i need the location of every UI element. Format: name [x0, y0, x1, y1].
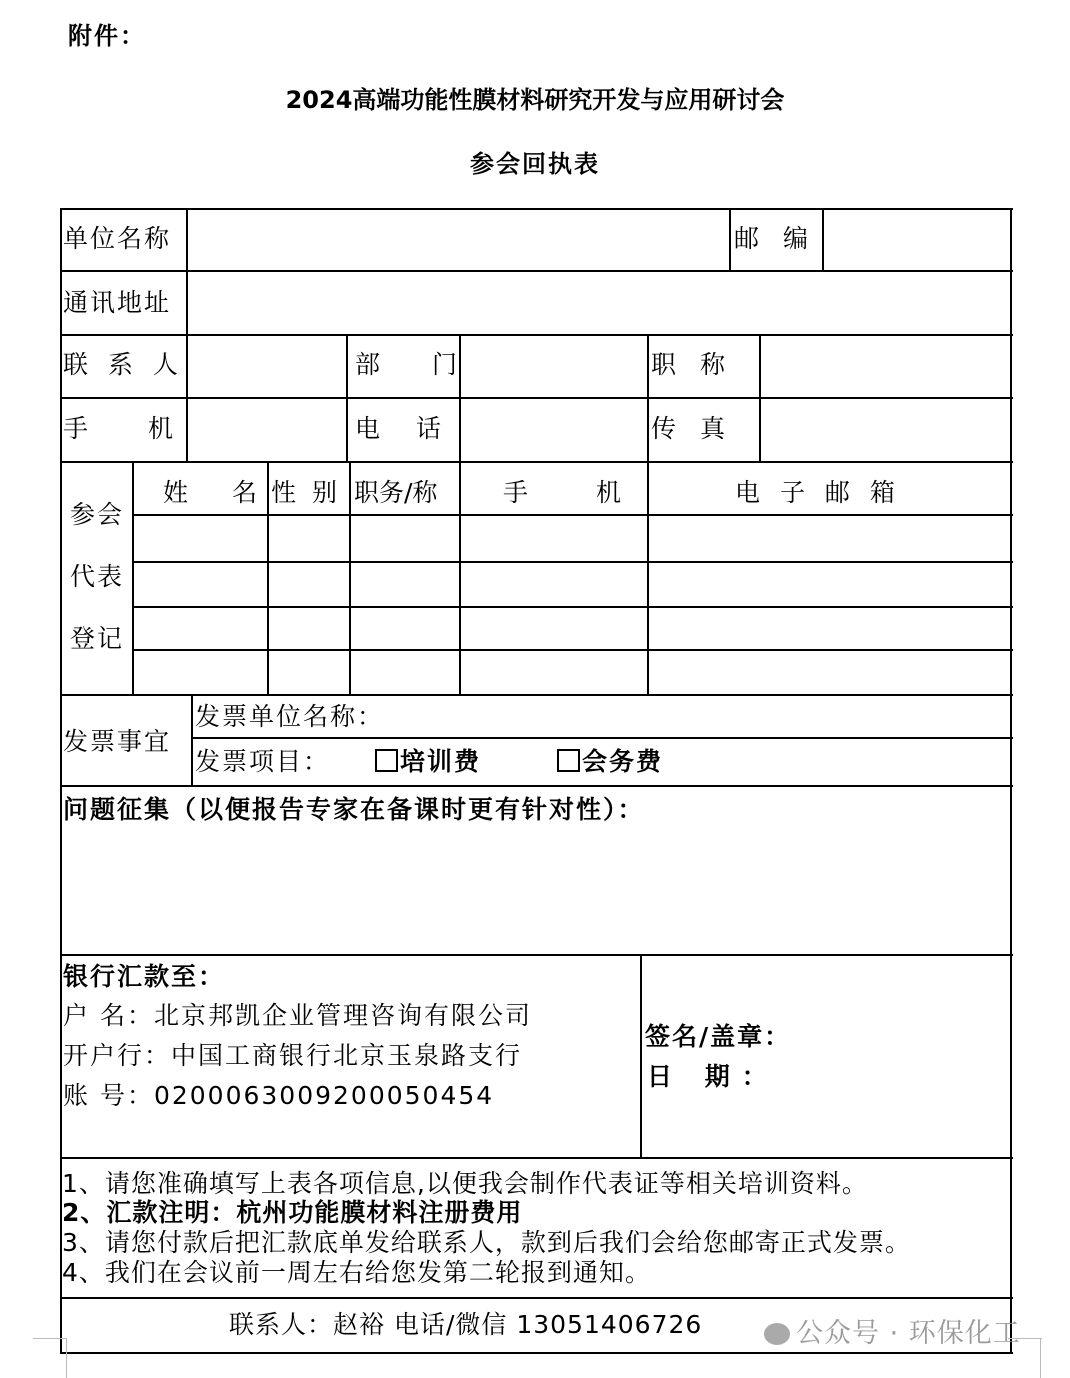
contact-label: 联 系 人: [63, 350, 184, 379]
col-mobile: 手 机: [503, 478, 651, 507]
note-1: 1、请您准确填写上表各项信息,以便我会制作代表证等相关培训资料。: [62, 1169, 868, 1198]
department-label: 部 门: [355, 350, 479, 379]
page-subtitle: 参会回执表: [470, 150, 600, 178]
col-gender: 性 别: [271, 478, 341, 507]
invoice-unit-label: 发票单位名称：: [195, 702, 385, 731]
date-label: 日 期：: [647, 1062, 779, 1091]
page-title: 2024高端功能性膜材料研究开发与应用研讨会: [285, 86, 785, 114]
checkbox-icon[interactable]: [557, 749, 580, 772]
rep-label-3: 登记: [70, 624, 125, 653]
watermark: 公众号 · 环保化工: [764, 1320, 1021, 1347]
invoice-label: 发票事宜: [63, 727, 172, 756]
postcode-label: 邮 编: [734, 224, 816, 253]
bank-name: 开户行：中国工商银行北京玉泉路支行: [63, 1041, 523, 1070]
signature-label: 签名/盖章：: [645, 1022, 792, 1051]
note-2: 2、汇款注明：杭州功能膜材料注册费用: [62, 1198, 523, 1227]
invoice-items-label: 发票项目：: [195, 747, 331, 776]
col-email: 电 子 邮 箱: [735, 478, 901, 507]
checkbox-icon[interactable]: [375, 749, 398, 772]
wechat-icon: [764, 1323, 790, 1345]
option-meeting-fee[interactable]: 会务费: [557, 749, 663, 774]
fax-label: 传 真: [651, 414, 733, 443]
col-position: 职务/称: [354, 478, 438, 507]
attachment-label: 附件：: [68, 22, 146, 50]
bank-title: 银行汇款至：: [63, 962, 226, 991]
mobile-label: 手 机: [63, 414, 199, 443]
account-number: 账 号：0200063009200050454: [63, 1081, 495, 1110]
address-label: 通讯地址: [63, 288, 172, 317]
rep-label-1: 参会: [70, 500, 125, 529]
unit-name-label: 单位名称: [63, 224, 172, 253]
option-training-fee[interactable]: 培训费: [375, 749, 481, 774]
rep-label-2: 代表: [70, 562, 125, 591]
note-3: 3、请您付款后把汇款底单发给联系人，款到后我们会给您邮寄正式发票。: [62, 1228, 911, 1257]
note-4: 4、我们在会议前一周左右给您发第二轮报到通知。: [62, 1258, 651, 1287]
contact-line: 联系人：赵裕 电话/微信 13051406726: [229, 1310, 703, 1339]
questions-label: 问题征集（以便报告专家在备课时更有针对性）：: [63, 795, 645, 824]
col-name: 姓 名: [163, 478, 275, 507]
job-title-label: 职 称: [651, 350, 733, 379]
phone-label: 电 话: [355, 414, 455, 443]
account-name: 户 名：北京邦凯企业管理咨询有限公司: [63, 1001, 532, 1030]
